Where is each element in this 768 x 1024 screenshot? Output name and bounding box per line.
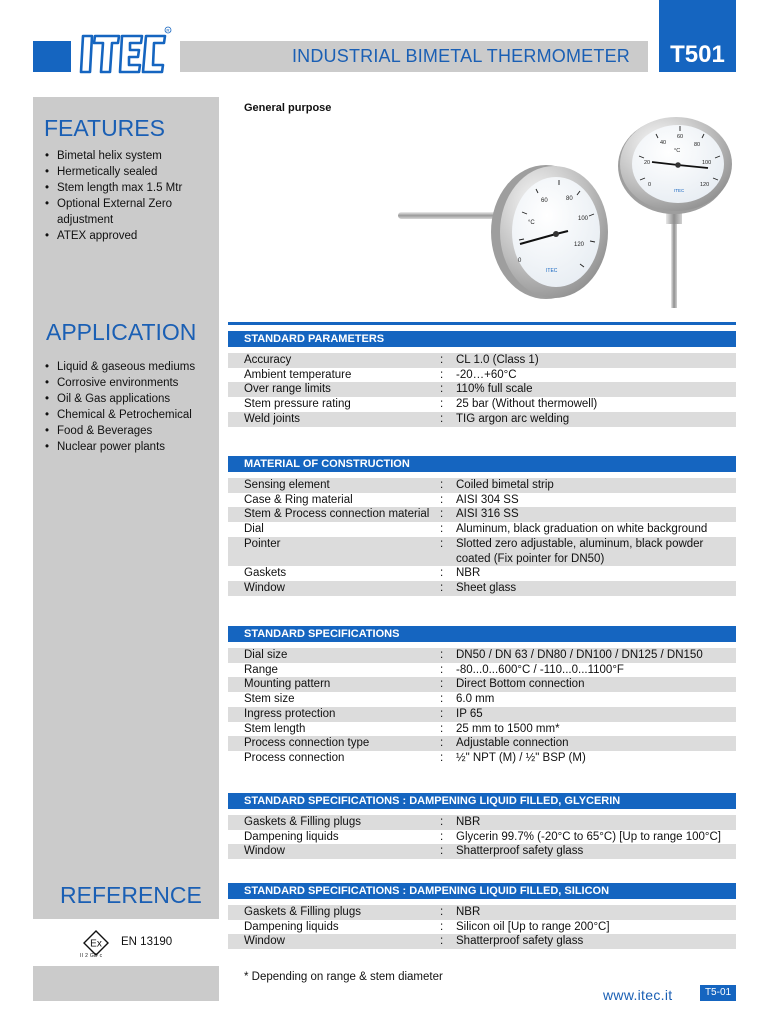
spec-rows <box>228 905 736 949</box>
spec-value: 25 bar (Without thermowell) <box>456 398 598 411</box>
spec-rows <box>228 353 736 427</box>
spec-label: Window <box>244 581 285 594</box>
section-title: STANDARD PARAMETERS <box>228 331 736 347</box>
spec-separator: : <box>440 920 444 933</box>
spec-label: Pointer <box>244 537 281 550</box>
spec-rows <box>228 815 736 859</box>
spec-separator: : <box>440 523 444 536</box>
spec-label: Process connection type <box>244 737 370 750</box>
spec-row <box>228 920 736 935</box>
spec-separator: : <box>440 722 444 735</box>
spec-row <box>228 751 736 766</box>
svg-text:60: 60 <box>677 134 684 140</box>
section-title: MATERIAL OF CONSTRUCTION <box>228 456 736 472</box>
spec-separator: : <box>440 398 444 411</box>
spec-label: Accuracy <box>244 354 292 366</box>
spec-row <box>228 934 736 949</box>
spec-value: IP 65 <box>456 707 483 720</box>
spec-value: Shatterproof safety glass <box>456 845 584 858</box>
section-silicon-filled <box>228 883 736 949</box>
spec-rows <box>228 478 736 596</box>
spec-separator: : <box>440 737 444 750</box>
feature-item: • Optional External Zero adjustment <box>43 196 213 228</box>
spec-label: Dial <box>244 523 264 536</box>
spec-separator: : <box>440 935 444 948</box>
itec-logo <box>79 24 174 76</box>
spec-label: Stem & Process connection material <box>244 508 430 521</box>
spec-value: NBR <box>456 567 481 580</box>
spec-row <box>228 736 736 751</box>
section-standard-specifications <box>228 626 736 766</box>
spec-label: Process connection <box>244 751 345 764</box>
spec-row <box>228 581 736 596</box>
svg-text:°C: °C <box>528 220 535 226</box>
logo-accent-block <box>33 41 71 72</box>
svg-text:0: 0 <box>518 258 522 264</box>
svg-text:60: 60 <box>541 198 548 204</box>
spec-label: Stem size <box>244 693 295 706</box>
svg-text:100: 100 <box>702 160 712 166</box>
spec-value: 110% full scale <box>456 383 533 396</box>
website-link[interactable]: www.itec.it <box>603 987 673 1003</box>
spec-row <box>228 830 736 845</box>
application-item: • Food & Beverages <box>43 423 213 439</box>
section-standard-parameters <box>228 331 736 427</box>
feature-item: • Stem length max 1.5 Mtr <box>43 180 213 196</box>
features-heading: FEATURES <box>44 115 165 141</box>
spec-label: Gaskets <box>244 567 287 580</box>
spec-value: Adjustable connection <box>456 737 569 750</box>
title-bar <box>180 41 648 72</box>
spec-label: Sensing element <box>244 479 330 491</box>
feature-item: • Hermetically sealed <box>43 164 213 180</box>
spec-row <box>228 353 736 368</box>
spec-separator: : <box>440 678 444 691</box>
thermometer-product-image <box>396 116 740 312</box>
spec-value: Shatterproof safety glass <box>456 935 584 948</box>
spec-value: Slotted zero adjustable, aluminum, black powder coated (Fix pointer for DN50) <box>456 537 704 565</box>
svg-text:20: 20 <box>644 160 651 166</box>
spec-row <box>228 692 736 707</box>
section-title: STANDARD SPECIFICATIONS : DAMPENING LIQUID FILLED, GLYCERIN <box>228 793 736 809</box>
spec-value: -80...0...600°C / -110...0...1100°F <box>456 663 624 676</box>
spec-separator: : <box>440 906 444 918</box>
spec-value: CL 1.0 (Class 1) <box>456 354 539 366</box>
spec-value: AISI 316 SS <box>456 508 519 521</box>
spec-label: Dampening liquids <box>244 830 339 843</box>
spec-value: NBR <box>456 816 481 828</box>
spec-separator: : <box>440 581 444 594</box>
spec-label: Range <box>244 663 278 676</box>
spec-separator: : <box>440 354 444 366</box>
spec-separator: : <box>440 663 444 676</box>
spec-row <box>228 507 736 522</box>
spec-value: Coiled bimetal strip <box>456 479 554 491</box>
spec-label: Ingress protection <box>244 707 336 720</box>
spec-row <box>228 844 736 859</box>
application-heading: APPLICATION <box>46 319 197 345</box>
svg-text:120: 120 <box>700 182 710 188</box>
spec-row <box>228 677 736 692</box>
spec-separator: : <box>440 383 444 396</box>
section-top-rule <box>228 322 736 325</box>
svg-text:°C: °C <box>674 148 681 154</box>
spec-value: -20…+60°C <box>456 368 517 381</box>
feature-item: • Bimetal helix system <box>43 148 213 164</box>
product-subtitle: General purpose <box>244 102 332 114</box>
svg-text:ITEC: ITEC <box>546 268 558 274</box>
spec-row <box>228 368 736 383</box>
application-item: • Chemical & Petrochemical <box>43 407 213 423</box>
spec-row <box>228 815 736 830</box>
spec-label: Stem pressure rating <box>244 398 351 411</box>
application-list <box>43 359 213 455</box>
spec-label: Case & Ring material <box>244 493 353 506</box>
spec-rows <box>228 648 736 766</box>
application-item: • Liquid & gaseous mediums <box>43 359 213 375</box>
svg-text:40: 40 <box>660 140 667 146</box>
product-code: T501 <box>659 0 736 72</box>
svg-text:80: 80 <box>694 142 701 148</box>
page-code-badge: T5-01 <box>700 985 736 1001</box>
spec-label: Mounting pattern <box>244 678 331 691</box>
reference-heading: REFERENCE <box>60 882 202 908</box>
svg-text:120: 120 <box>574 242 585 248</box>
spec-row <box>228 905 736 920</box>
spec-row <box>228 537 736 566</box>
spec-row <box>228 707 736 722</box>
spec-label: Stem length <box>244 722 306 735</box>
spec-row <box>228 493 736 508</box>
spec-separator: : <box>440 816 444 828</box>
spec-separator: : <box>440 707 444 720</box>
spec-value: AISI 304 SS <box>456 493 519 506</box>
spec-label: Dampening liquids <box>244 920 339 933</box>
spec-row <box>228 648 736 663</box>
spec-row <box>228 478 736 493</box>
spec-value: Aluminum, black graduation on white background <box>456 523 708 536</box>
spec-separator: : <box>440 479 444 491</box>
atex-marking: II 2 GD c <box>80 953 103 959</box>
spec-separator: : <box>440 412 444 425</box>
spec-separator: : <box>440 649 444 661</box>
spec-value: Silicon oil [Up to range 200°C] <box>456 920 610 933</box>
spec-label: Over range limits <box>244 383 331 396</box>
spec-separator: : <box>440 693 444 706</box>
spec-value: 6.0 mm <box>456 693 495 706</box>
spec-row <box>228 722 736 737</box>
section-glycerin-filled <box>228 793 736 859</box>
application-item: • Corrosive environments <box>43 375 213 391</box>
page-title: INDUSTRIAL BIMETAL THERMOMETER <box>291 46 630 66</box>
svg-text:0: 0 <box>648 182 652 188</box>
features-list <box>43 148 213 244</box>
spec-label: Window <box>244 845 285 858</box>
spec-separator: : <box>440 567 444 580</box>
spec-label: Weld joints <box>244 412 301 425</box>
spec-value: 25 mm to 1500 mm* <box>456 722 560 735</box>
spec-label: Gaskets & Filling plugs <box>244 816 361 828</box>
spec-separator: : <box>440 537 444 550</box>
spec-separator: : <box>440 751 444 764</box>
spec-row <box>228 566 736 581</box>
spec-value: NBR <box>456 906 481 918</box>
section-title: STANDARD SPECIFICATIONS <box>228 626 736 642</box>
section-title: STANDARD SPECIFICATIONS : DAMPENING LIQUID FILLED, SILICON <box>228 883 736 899</box>
spec-row <box>228 663 736 678</box>
atex-ex-text: Ex <box>90 938 102 950</box>
spec-label: Ambient temperature <box>244 368 352 381</box>
application-item: • Oil & Gas applications <box>43 391 213 407</box>
spec-row <box>228 522 736 537</box>
spec-value: Sheet glass <box>456 581 517 594</box>
application-item: • Nuclear power plants <box>43 439 213 455</box>
spec-value: TIG argon arc welding <box>456 412 570 425</box>
spec-value: Direct Bottom connection <box>456 678 585 691</box>
section-material-of-construction <box>228 456 736 596</box>
feature-item: • ATEX approved <box>43 228 213 244</box>
spec-value: Glycerin 99.7% (-20°C to 65°C) [Up to range 100°C] <box>456 830 721 843</box>
spec-label: Window <box>244 935 285 948</box>
sidebar-footer-panel <box>33 966 219 1001</box>
spec-separator: : <box>440 493 444 506</box>
spec-separator: : <box>440 508 444 521</box>
spec-label: Dial size <box>244 649 288 661</box>
spec-row <box>228 382 736 397</box>
svg-text:100: 100 <box>578 216 589 222</box>
spec-separator: : <box>440 368 444 381</box>
spec-value: DN50 / DN 63 / DN80 / DN100 / DN125 / DN150 <box>456 649 703 661</box>
svg-text:80: 80 <box>566 196 573 202</box>
reference-standard: EN 13190 <box>121 936 173 948</box>
spec-row <box>228 412 736 427</box>
svg-text:R: R <box>166 28 170 33</box>
spec-separator: : <box>440 845 444 858</box>
spec-label: Gaskets & Filling plugs <box>244 906 361 918</box>
svg-text:ITEC: ITEC <box>674 188 685 193</box>
spec-row <box>228 397 736 412</box>
spec-separator: : <box>440 830 444 843</box>
footnote: * Depending on range & stem diameter <box>244 971 443 983</box>
spec-value: ½" NPT (M) / ½" BSP (M) <box>456 751 586 764</box>
